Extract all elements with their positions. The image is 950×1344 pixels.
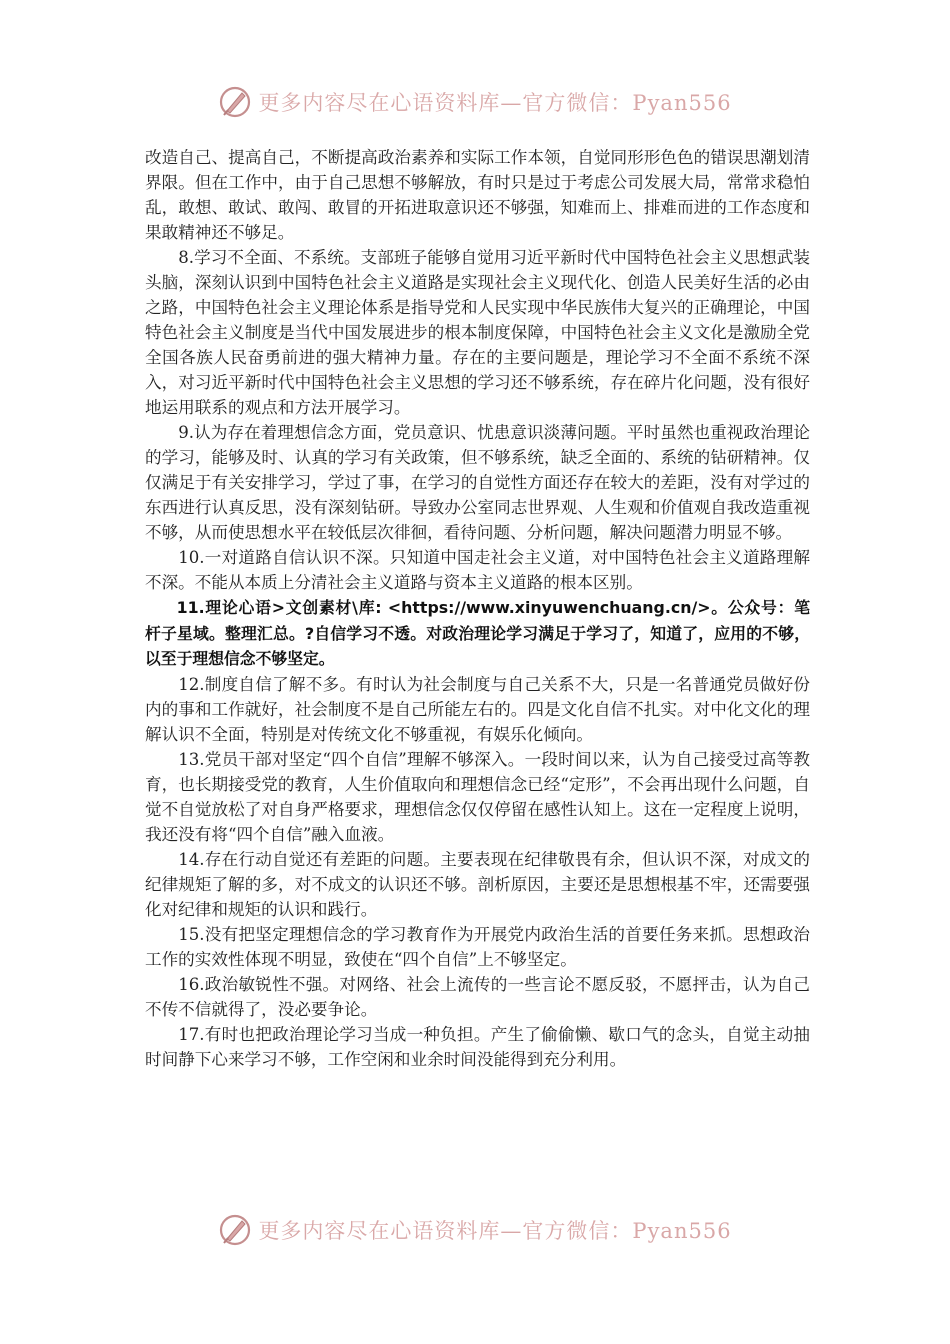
paragraph-13: 13.党员干部对坚定“四个自信”理解不够深入。一段时间以来，认为自己接受过高等教育，也长期接受党的教育，人生价值取向和理想信念已经“定形”，不会再出现什么问题，自觉不自觉放松了对自身严格要求，理想信念仅仅停留在感性认知上。这在一定程度上说明，我还没有将“四个自信”融入血液。 xyxy=(145,749,810,844)
paragraph-15: 15.没有把坚定理想信念的学习教育作为开展党内政治生活的首要任务来抓。思想政治工作的实效性体现不明显，致使在“四个自信”上不够坚定。 xyxy=(145,924,810,969)
document-body xyxy=(145,145,810,1072)
paragraph-8: 8.学习不全面、不系统。支部班子能够自觉用习近平新时代中国特色社会主义思想武装头脑，深刻认识到中国特色社会主义道路是实现社会主义现代化、创造人民美好生活的必由之路，中国特色社会主义理论体系是指导党和人民实现中华民族伟大复兴的正确理论，中国特色社会主义制度是当代中国发展进步的根本制度保障，中国特色社会主义文化是激励全党全国各族人民奋勇前进的强大精神力量。存在的主要问题是，理论学习不全面不系统不深入，对习近平新时代中国特色社会主义思想的学习还不够系统，存在碎片化问题，没有很好地运用联系的观点和方法开展学习。 xyxy=(145,248,810,417)
paragraph-16: 16.政治敏锐性不强。对网络、社会上流传的一些言论不愿反驳，不愿抨击，认为自己不传不信就得了，没必要争论。 xyxy=(145,974,810,1019)
quill-logo-icon xyxy=(218,1213,252,1247)
header-watermark-banner xyxy=(0,82,950,122)
paragraph-9: 9.认为存在着理想信念方面，党员意识、忧患意识淡薄问题。平时虽然也重视政治理论的学习，能够及时、认真的学习有关政策，但不够系统，缺乏全面的、系统的钻研精神。仅仅满足于有关安排学习，学过了事，在学习的自觉性方面还存在较大的差距，没有对学过的东西进行认真反思，没有深刻钻研。导致办公室同志世界观、人生观和价值观自我改造重视不够，从而使思想水平在较低层次徘徊，看待问题、分析问题，解决问题潜力明显不够。 xyxy=(145,423,810,542)
paragraph-14: 14.存在行动自觉还有差距的问题。主要表现在纪律敬畏有余，但认识不深，对成文的纪律规矩了解的多，对不成文的认识还不够。剖析原因，主要还是思想根基不牢，还需要强化对纪律和规矩的认识和践行。 xyxy=(145,849,810,919)
paragraph-17: 17.有时也把政治理论学习当成一种负担。产生了偷偷懒、歇口气的念头，自觉主动抽时间静下心来学习不够，工作空闲和业余时间没能得到充分利用。 xyxy=(145,1024,810,1069)
footer-watermark-banner xyxy=(0,1210,950,1250)
paragraph-11: 11.理论心语>文创素材\库: <https://www.xinyuwenchuang.cn/>。公众号：笔杆子星域。整理汇总。?自信学习不透。对政治理论学习满足于学习了，知道了，应用的不够，以至于理想信念不够坚定。 xyxy=(145,598,810,668)
paragraph-10: 10.一对道路自信认识不深。只知道中国走社会主义道，对中国特色社会主义道路理解不深。不能从本质上分清社会主义道路与资本主义道路的根本区别。 xyxy=(145,548,810,592)
banner-text: 更多内容尽在心语资料库—官方微信：Pyan556 xyxy=(258,91,732,115)
quill-logo-icon xyxy=(218,85,252,119)
paragraph-12: 12.制度自信了解不多。有时认为社会制度与自己关系不大，只是一名普通党员做好份内的事和工作就好，社会制度不是自己所能左右的。四是文化自信不扎实。对中化文化的理解认识不全面，特别是对传统文化不够重视，有娱乐化倾向。 xyxy=(145,674,810,744)
paragraph-0: 改造自己、提高自己，不断提高政治素养和实际工作本领，自觉同形形色色的错误思潮划清界限。但在工作中，由于自己思想不够解放，有时只是过于考虑公司发展大局，常常求稳怕乱，敢想、敢试、敢闯、敢冒的开拓进取意识还不够强，知难而上、排难而进的工作态度和果敢精神还不够足。 xyxy=(145,148,810,242)
banner-text: 更多内容尽在心语资料库—官方微信：Pyan556 xyxy=(258,1219,732,1243)
